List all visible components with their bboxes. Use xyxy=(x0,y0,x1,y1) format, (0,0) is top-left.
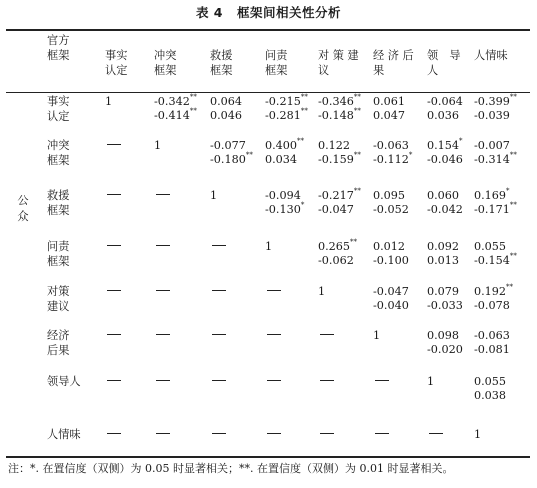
correlation-cell xyxy=(318,139,361,167)
correlation-cell xyxy=(318,240,357,268)
coefficient-value: 0.122 xyxy=(318,139,351,152)
correlation-cell xyxy=(474,240,517,268)
correlation-cell xyxy=(373,329,380,343)
correlation-cell xyxy=(474,189,517,217)
coefficient-value: 0.064 xyxy=(210,95,243,108)
significance-mark: * xyxy=(506,187,510,196)
empty-cell-dash xyxy=(107,380,121,381)
significance-mark: ** xyxy=(245,151,253,160)
table-title xyxy=(0,3,537,21)
coefficient-value: 0.092 xyxy=(427,240,460,253)
empty-cell-dash xyxy=(107,334,121,335)
coefficient-value: 1 xyxy=(105,95,113,108)
correlation-cell xyxy=(318,285,325,299)
correlation-cell xyxy=(474,329,510,357)
column-header: 人情味 xyxy=(474,49,508,62)
correlation-cell xyxy=(318,189,361,217)
row-label: 对策 建议 xyxy=(47,285,70,313)
empty-cell-dash xyxy=(156,433,170,434)
corner-label: 官方 框架 xyxy=(47,34,70,62)
top-rule xyxy=(6,29,530,31)
coefficient-value: 1 xyxy=(210,189,218,202)
correlation-cell xyxy=(474,139,517,167)
significance-mark: ** xyxy=(189,107,197,116)
coefficient-value: 0.034 xyxy=(265,153,298,166)
coefficient-value: 1 xyxy=(373,329,381,342)
empty-cell-dash xyxy=(107,433,121,434)
empty-cell-dash xyxy=(320,433,334,434)
coefficient-value: -0.094 xyxy=(265,189,301,202)
coefficient-value: 0.047 xyxy=(373,109,406,122)
correlation-cell xyxy=(427,189,463,217)
table-number: 表 4 xyxy=(195,5,224,20)
coefficient-value: -0.154 xyxy=(474,254,510,267)
correlation-cell xyxy=(474,95,517,123)
significance-mark: ** xyxy=(350,238,358,247)
correlation-cell xyxy=(474,428,481,442)
coefficient-value: 0.192 xyxy=(474,285,507,298)
significance-mark: ** xyxy=(509,252,517,261)
coefficient-value: 1 xyxy=(265,240,273,253)
correlation-cell xyxy=(373,240,409,268)
column-header: 事实 认定 xyxy=(105,49,128,77)
empty-cell-dash xyxy=(267,380,281,381)
coefficient-value: -0.180 xyxy=(210,153,246,166)
coefficient-value: -0.130 xyxy=(265,203,301,216)
empty-cell-dash xyxy=(107,194,121,195)
coefficient-value: -0.047 xyxy=(318,203,354,216)
row-group-label: 公 众 xyxy=(17,194,29,223)
row-label: 领导人 xyxy=(47,375,81,388)
coefficient-value: -0.042 xyxy=(427,203,463,216)
empty-cell-dash xyxy=(320,380,334,381)
coefficient-value: -0.346 xyxy=(318,95,354,108)
empty-cell-dash xyxy=(212,245,226,246)
coefficient-value: 1 xyxy=(154,139,162,152)
coefficient-value: -0.077 xyxy=(210,139,246,152)
empty-cell-dash xyxy=(429,433,443,434)
empty-cell-dash xyxy=(212,433,226,434)
coefficient-value: 0.013 xyxy=(427,254,460,267)
correlation-cell xyxy=(427,240,459,268)
coefficient-value: -0.314 xyxy=(474,153,510,166)
correlation-cell xyxy=(265,189,304,217)
table-caption: 框架间相关性分析 xyxy=(237,5,342,20)
significance-mark: ** xyxy=(353,93,361,102)
coefficient-value: 0.154 xyxy=(427,139,460,152)
coefficient-value: -0.281 xyxy=(265,109,301,122)
coefficient-value: -0.040 xyxy=(373,299,409,312)
coefficient-value: -0.217 xyxy=(318,189,354,202)
correlation-cell xyxy=(265,240,272,254)
coefficient-value: -0.020 xyxy=(427,343,463,356)
coefficient-value: 0.060 xyxy=(427,189,460,202)
empty-cell-dash xyxy=(156,334,170,335)
coefficient-value: -0.159 xyxy=(318,153,354,166)
empty-cell-dash xyxy=(267,433,281,434)
significance-mark: ** xyxy=(353,107,361,116)
column-header: 经 济 后 果 xyxy=(373,49,414,77)
empty-cell-dash xyxy=(375,380,389,381)
coefficient-value: -0.033 xyxy=(427,299,463,312)
correlation-cell xyxy=(427,139,463,167)
correlation-cell xyxy=(427,285,463,313)
column-header: 问责 框架 xyxy=(265,49,288,77)
coefficient-value: 0.061 xyxy=(373,95,406,108)
coefficient-value: -0.064 xyxy=(427,95,463,108)
correlation-cell xyxy=(427,95,463,123)
coefficient-value: 0.400 xyxy=(265,139,298,152)
coefficient-value: -0.148 xyxy=(318,109,354,122)
coefficient-value: -0.399 xyxy=(474,95,510,108)
coefficient-value: 1 xyxy=(427,375,435,388)
row-label: 经济 后果 xyxy=(47,329,70,357)
significance-mark: ** xyxy=(353,187,361,196)
coefficient-value: 1 xyxy=(474,428,482,441)
coefficient-value: -0.414 xyxy=(154,109,190,122)
empty-cell-dash xyxy=(156,194,170,195)
row-label: 问责 框架 xyxy=(47,240,70,268)
empty-cell-dash xyxy=(156,245,170,246)
coefficient-value: -0.342 xyxy=(154,95,190,108)
column-header: 冲突 框架 xyxy=(154,49,177,77)
column-header: 救援 框架 xyxy=(210,49,233,77)
correlation-cell xyxy=(154,95,197,123)
empty-cell-dash xyxy=(212,380,226,381)
significance-mark: ** xyxy=(300,107,308,116)
header-rule xyxy=(6,92,530,93)
correlation-cell xyxy=(373,95,405,123)
correlation-cell xyxy=(427,329,463,357)
coefficient-value: -0.046 xyxy=(427,153,463,166)
coefficient-value: 0.265 xyxy=(318,240,351,253)
bottom-rule xyxy=(6,456,530,458)
table-footnote: 注：*. 在置信度（双侧）为 0.05 时显著相关；**. 在置信度（双侧）为 0.01 时显著相关。 xyxy=(8,462,454,475)
empty-cell-dash xyxy=(107,144,121,145)
coefficient-value: -0.078 xyxy=(474,299,510,312)
significance-mark: * xyxy=(459,137,463,146)
empty-cell-dash xyxy=(156,380,170,381)
coefficient-value: 0.079 xyxy=(427,285,460,298)
coefficient-value: -0.171 xyxy=(474,203,510,216)
significance-mark: * xyxy=(408,151,413,160)
empty-cell-dash xyxy=(107,245,121,246)
correlation-cell xyxy=(265,139,304,167)
correlation-cell xyxy=(210,189,217,203)
empty-cell-dash xyxy=(320,334,334,335)
coefficient-value: 0.055 xyxy=(474,375,507,388)
coefficient-value: 0.095 xyxy=(373,189,406,202)
coefficient-value: -0.062 xyxy=(318,254,354,267)
correlation-cell xyxy=(105,95,112,109)
coefficient-value: -0.039 xyxy=(474,109,510,122)
significance-mark: ** xyxy=(300,93,308,102)
coefficient-value: -0.100 xyxy=(373,254,409,267)
row-label: 冲突 框架 xyxy=(47,139,70,167)
coefficient-value: 0.036 xyxy=(427,109,460,122)
coefficient-value: 0.169 xyxy=(474,189,507,202)
correlation-cell xyxy=(154,139,161,153)
coefficient-value: 0.038 xyxy=(474,389,507,402)
correlation-cell xyxy=(210,139,253,167)
coefficient-value: -0.112 xyxy=(373,153,409,166)
coefficient-value: 0.046 xyxy=(210,109,243,122)
empty-cell-dash xyxy=(107,290,121,291)
row-label: 救援 框架 xyxy=(47,189,70,217)
coefficient-value: -0.063 xyxy=(474,329,510,342)
significance-mark: ** xyxy=(297,137,305,146)
significance-mark: * xyxy=(300,201,305,210)
empty-cell-dash xyxy=(212,334,226,335)
row-label: 人情味 xyxy=(47,428,81,441)
significance-mark: ** xyxy=(353,151,361,160)
coefficient-value: -0.081 xyxy=(474,343,510,356)
row-label: 事实 认定 xyxy=(47,95,70,123)
coefficient-value: -0.063 xyxy=(373,139,409,152)
correlation-cell xyxy=(474,285,513,313)
significance-mark: ** xyxy=(509,151,517,160)
correlation-cell xyxy=(373,189,409,217)
coefficient-value: -0.052 xyxy=(373,203,409,216)
correlation-cell xyxy=(210,95,242,123)
significance-mark: ** xyxy=(189,93,197,102)
empty-cell-dash xyxy=(267,334,281,335)
coefficient-value: 0.098 xyxy=(427,329,460,342)
coefficient-value: -0.047 xyxy=(373,285,409,298)
column-header: 对 策 建 议 xyxy=(318,49,359,77)
correlation-cell xyxy=(373,139,412,167)
correlation-cell xyxy=(474,375,506,403)
significance-mark: ** xyxy=(509,93,517,102)
coefficient-value: -0.007 xyxy=(474,139,510,152)
correlation-cell xyxy=(265,95,308,123)
column-header: 领 导 人 xyxy=(427,49,461,77)
empty-cell-dash xyxy=(156,290,170,291)
empty-cell-dash xyxy=(375,433,389,434)
significance-mark: ** xyxy=(509,201,517,210)
empty-cell-dash xyxy=(212,290,226,291)
coefficient-value: 1 xyxy=(318,285,326,298)
correlation-cell xyxy=(318,95,361,123)
coefficient-value: 0.012 xyxy=(373,240,406,253)
correlation-cell xyxy=(427,375,434,389)
significance-mark: ** xyxy=(506,283,514,292)
correlation-cell xyxy=(373,285,409,313)
coefficient-value: 0.055 xyxy=(474,240,507,253)
empty-cell-dash xyxy=(267,290,281,291)
coefficient-value: -0.215 xyxy=(265,95,301,108)
